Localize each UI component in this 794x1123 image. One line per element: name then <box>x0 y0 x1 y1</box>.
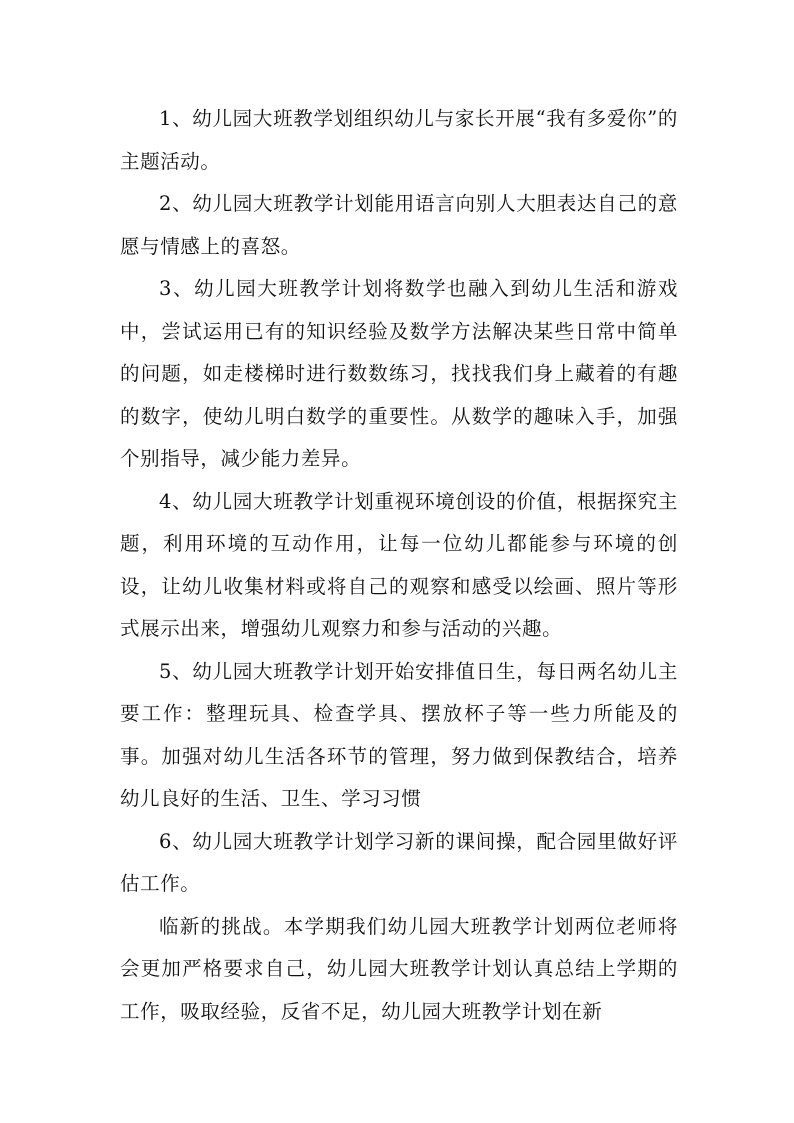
paragraph-4: 4、幼儿园大班教学计划重视环境创设的价值，根据探究主题，利用环境的互动作用，让每一位幼儿都能参与环境的创设，让幼儿收集材料或将自己的观察和感受以绘画、照片等形式展示出来，增强幼儿观察力和参与活动的兴趣。 <box>120 489 678 640</box>
document-body <box>120 98 678 1033</box>
paragraph-2: 2、幼儿园大班教学计划能用语言向别人大胆表达自己的意愿与情感上的喜怒。 <box>120 192 678 258</box>
paragraph-7: 临新的挑战。本学期我们幼儿园大班教学计划两位老师将会更加严格要求自己，幼儿园大班教学计划认真总结上学期的工作，吸取经验，反省不足，幼儿园大班教学计划在新 <box>120 914 678 1023</box>
paragraph-1: 1、幼儿园大班教学划组织幼儿与家长开展“我有多爱你”的主题活动。 <box>120 107 678 173</box>
paragraph-6: 6、幼儿园大班教学计划学习新的课间操，配合园里做好评估工作。 <box>120 829 678 895</box>
paragraph-3: 3、幼儿园大班教学计划将数学也融入到幼儿生活和游戏中，尝试运用已有的知识经验及数学方法解决某些日常中简单的问题，如走楼梯时进行数数练习，找找我们身上藏着的有趣的数字，使幼儿明白数学的重要性。从数学的趣味入手，加强个别指导，减少能力差异。 <box>120 277 678 470</box>
paragraph-5: 5、幼儿园大班教学计划开始安排值日生，每日两名幼儿主要工作：整理玩具、检查学具、摆放杯子等一些力所能及的事。加强对幼儿生活各环节的管理，努力做到保教结合，培养幼儿良好的生活、卫生、学习习惯 <box>120 659 678 810</box>
